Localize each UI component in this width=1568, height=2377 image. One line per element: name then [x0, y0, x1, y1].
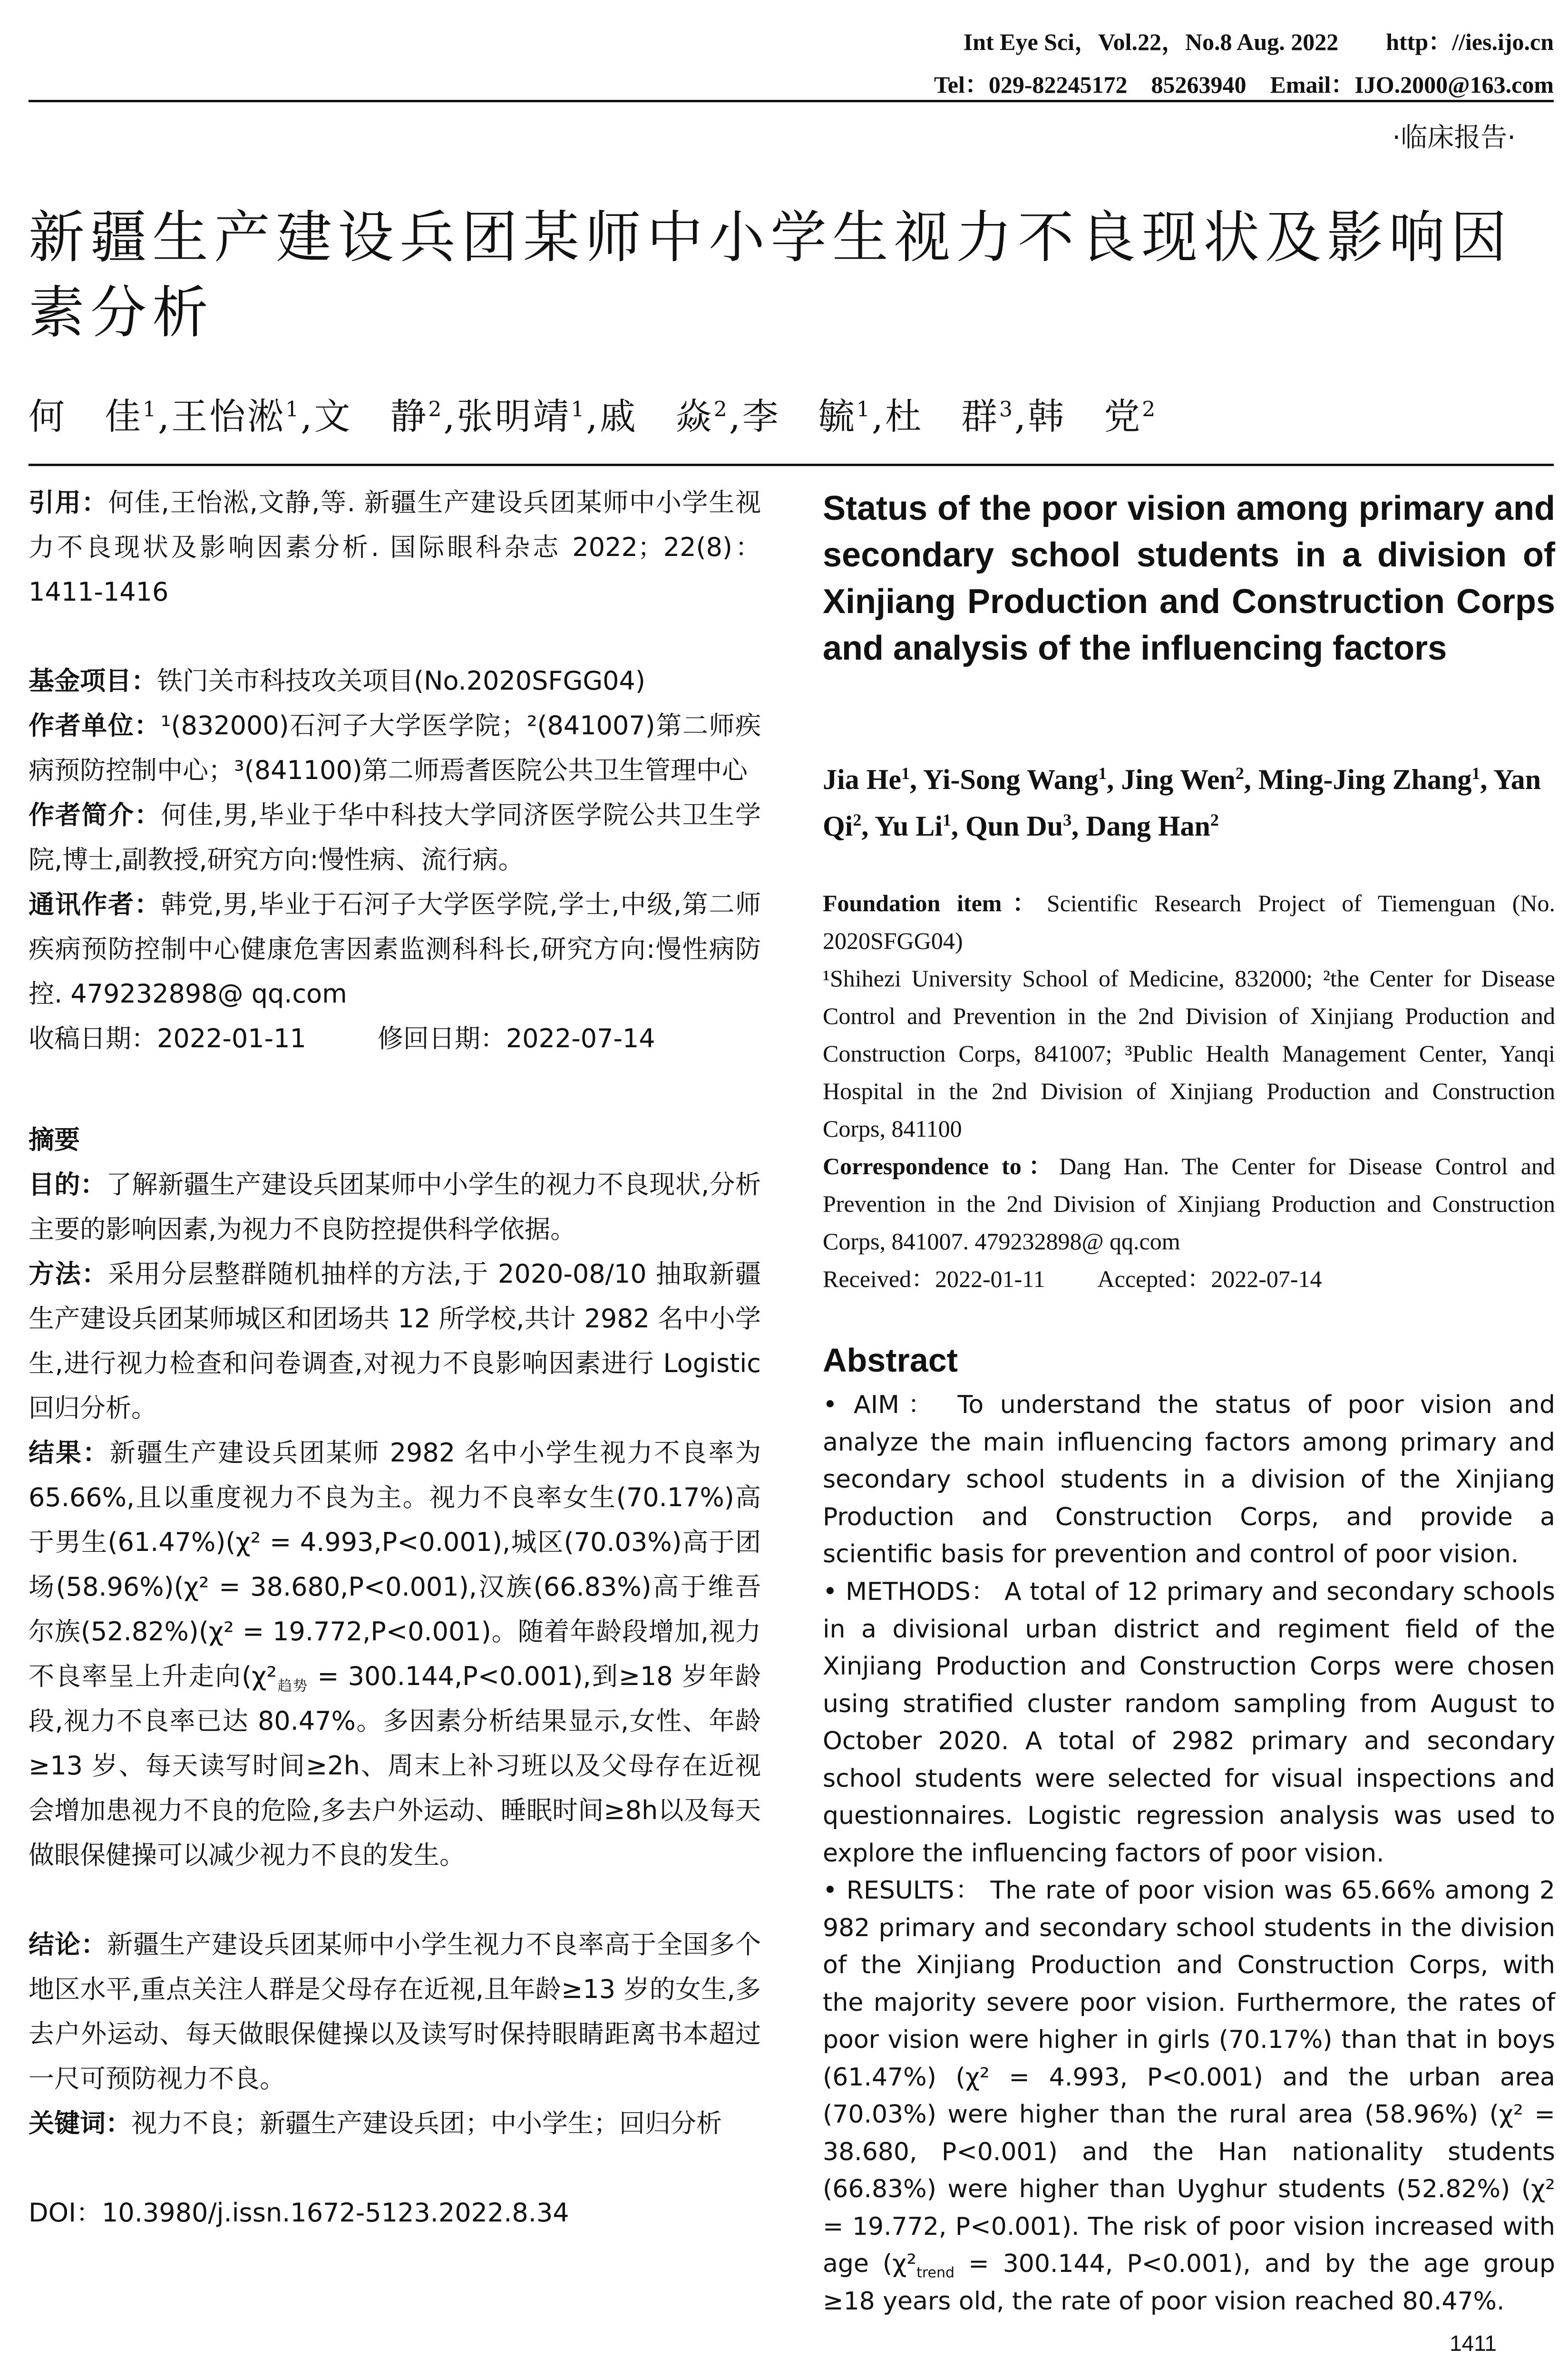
aim-text-cn: 了解新疆生产建设兵团某师中小学生的视力不良现状,分析主要的影响因素,为视力不良防控提供科学依据。 — [29, 1169, 761, 1244]
author-entry — [1086, 810, 1219, 842]
dates-block-cn — [29, 1016, 761, 1061]
fund-text: 铁门关市科技攻关项目(No.2020SFGG04) — [157, 666, 645, 696]
author-affiliation-marker: 2 — [713, 397, 729, 422]
author-entry: Jing Wen$^2$, — [1121, 764, 1258, 795]
dates-block-en — [823, 1260, 1555, 1298]
author-entry: Yi-Song Wang$^1$, — [923, 764, 1121, 795]
received-date-cn: 收稿日期：2022-01-11 — [29, 1023, 306, 1053]
author-affiliation-marker: 1 — [1471, 764, 1480, 783]
unit-label: 作者单位： — [29, 711, 161, 740]
abstract-heading-cn: 摘要 — [29, 1125, 80, 1155]
author-name: Jing Wen — [1121, 764, 1236, 795]
author-affiliation-marker: 2 — [1142, 397, 1158, 422]
author-entry: 何 佳$^1$, — [29, 395, 172, 438]
unit-text: ¹(832000)石河子大学医学院；²(841007)第二师疾病预防控制中心；³(841100)第二师焉耆医院公共卫生管理中心 — [29, 711, 761, 785]
author-name: 李 毓 — [742, 395, 857, 438]
correspondence-block-en — [823, 1148, 1555, 1260]
author-name: Ming-Jing Zhang — [1258, 764, 1472, 795]
results-block-en — [823, 1872, 1555, 2320]
author-affiliation-marker: 2 — [853, 810, 862, 829]
aim-label-cn: 目的： — [29, 1169, 107, 1199]
methods-block-en — [823, 1573, 1555, 1872]
author-name: 何 佳 — [29, 395, 143, 438]
keywords-text-cn: 视力不良；新疆生产建设兵团；中小学生；回归分析 — [131, 2108, 722, 2138]
fund-block — [29, 659, 761, 703]
results-text-en-a: The rate of poor vision was 65.66% among 2 982 primary and secondary school students in the division of the Xinjiang Production and Construction Corps, with the majority severe poor vision. Furthermore, the rates of poor vision were higher in girls (70.17%) than that in boys (61.47%) (χ² = 4.993, P<0.001) and the urban area (70.03%) were higher than the rural area (58.96%) (χ² = 38.680, P<0.001) and the Han nationality students (66.83%) were higher than Uyghur students (52.82%) (χ² = 19.772, P<0.001). The risk of poor vision increased with age (χ² — [823, 1876, 1556, 2278]
received-date-en: Received：2022-01-11 — [823, 1266, 1045, 1292]
author-name: Yu Li — [875, 810, 943, 842]
author-affiliation-marker: 2 — [1235, 764, 1244, 783]
author-entry: 戚 焱$^2$, — [599, 395, 742, 438]
correspondence-block-cn — [29, 882, 761, 1016]
page-number: 1411 — [1450, 2331, 1497, 2356]
foundation-block-en — [823, 885, 1555, 960]
english-title: Status of the poor vision among primary and secondary school students in a division of Xinjiang Production and Construction Corps and analysis of the influencing factors — [823, 489, 1555, 667]
results-text-cn-a: 新疆生产建设兵团某师 2982 名中小学生视力不良率为 65.66%,且以重度视力不良为主。视力不良率女生(70.17%)高于男生(61.47%)(χ² = 4.993,P<0.001),城区(70.03%)高于团场(58.96%)(χ² = 38.680,P<0.001),汉族(66.83%)高于维吾尔族(52.82%)(χ² = 19.772,P<0.001)。随着年龄段增加,视力不良率呈上升走向(χ² — [29, 1438, 761, 1691]
author-affiliation-marker: 2 — [428, 397, 444, 422]
fund-label: 基金项目： — [29, 666, 157, 696]
results-label-en: • RESULTS： — [823, 1876, 982, 1905]
author-entry: 文 静$^2$, — [314, 395, 457, 438]
keywords-block-cn — [29, 2101, 761, 2146]
keywords-label-cn: 关键词： — [29, 2108, 131, 2138]
author-name: Dang Han — [1086, 810, 1210, 842]
author-entry: 杜 群$^3$, — [885, 395, 1028, 438]
bio-text: 何佳,男,毕业于华中科技大学同济医学院公共卫生学院,博士,副教授,研究方向:慢性病、流行病。 — [29, 800, 761, 875]
author-affiliation-marker: 3 — [999, 397, 1015, 422]
author-entry: Yu Li$^1$, — [875, 810, 966, 842]
unit-block — [29, 703, 761, 793]
english-author-list — [823, 756, 1555, 849]
header-rule — [29, 100, 1554, 102]
conclusion-block-cn — [29, 1922, 761, 2101]
correspondence-label-en: Correspondence to： — [823, 1153, 1060, 1179]
results-text-cn-b: = 300.144,P<0.001),到≥18 岁年龄段,视力不良率已达 80.47%。多因素分析结果显示,女性、年龄≥13 岁、每天读写时间≥2h、周末上补习班以及父母存在近视会增加患视力不良的危险,多去户外运动、睡眠时间≥8h以及每天做眼保健操可以减少视力不良的发生。 — [29, 1661, 761, 1870]
citation-label: 引用： — [29, 487, 108, 517]
section-label: ·临床报告· — [1392, 122, 1516, 153]
author-affiliation-marker: 1 — [143, 397, 158, 422]
conclusion-text-cn: 新疆生产建设兵团某师中小学生视力不良率高于全国多个地区水平,重点关注人群是父母存在近视,且年龄≥13 岁的女生,多去户外运动、每天做眼保健操以及读写时保持眼睛距离书本超过一尺可预防视力不良。 — [29, 1929, 761, 2094]
methods-label-en: • METHODS： — [823, 1578, 996, 1606]
correspondence-text-cn: 韩党,男,毕业于石河子大学医学院,学士,中级,第二师疾病预防控制中心健康危害因素监测科科长,研究方向:慢性病防控. 479232898@ qq.com — [29, 889, 761, 1009]
citation-block — [29, 480, 761, 614]
bio-block — [29, 793, 761, 882]
conclusion-label-cn: 结论： — [29, 1929, 107, 1959]
aim-block-cn — [29, 1162, 761, 1252]
citation-text: 何佳,王怡淞,文静,等. 新疆生产建设兵团某师中小学生视力不良现状及影响因素分析. 国际眼科杂志 2022；22(8)：1411-1416 — [29, 487, 761, 607]
journal-contact-line: Tel：029-82245172 85263940 Email：IJO.2000@163.com — [934, 71, 1554, 98]
author-affiliation-marker: 2 — [1210, 810, 1219, 829]
abstract-heading-en: Abstract — [823, 1342, 958, 1379]
author-name: 文 静 — [314, 395, 429, 438]
author-name: 杜 群 — [885, 395, 1000, 438]
author-rule — [29, 464, 1554, 466]
aim-label-en: • AIM： — [823, 1391, 941, 1419]
author-affiliation-marker: 1 — [943, 810, 952, 829]
bio-label: 作者简介： — [29, 800, 161, 830]
methods-text-en: A total of 12 primary and secondary schools in a divisional urban district and regiment field of the Xinjiang Production and Construction Corps were chosen using stratified cluster random sampling from August to October 2020. A total of 2982 primary and secondary school students were selected for visual inspections and questionnaires. Logistic regression analysis was used to explore the influencing factors of poor vision. — [823, 1578, 1555, 1868]
methods-block-cn — [29, 1252, 761, 1431]
author-entry: Ming-Jing Zhang$^1$, — [1258, 764, 1494, 795]
correspondence-label-cn: 通讯作者： — [29, 889, 161, 919]
chinese-title: 新疆生产建设兵团某师中小学生视力不良现状及影响因素分析 — [29, 205, 1513, 345]
aim-block-en — [823, 1386, 1555, 1573]
revised-date-cn: 修回日期：2022-07-14 — [377, 1023, 655, 1053]
author-name: 王怡淞 — [171, 395, 286, 438]
author-entry — [1028, 395, 1157, 438]
author-entry: Yan Qi$^2$, — [823, 764, 1541, 842]
methods-label-cn: 方法： — [29, 1259, 108, 1289]
author-entry: 王怡淞$^1$, — [171, 395, 314, 438]
author-entry: Qun Du$^3$, — [965, 810, 1086, 842]
aim-text-en: To understand the status of poor vision and analyze the main influencing factors among primary and secondary school students in a division of the Xinjiang Production and Construction Corps, and provide a scientific basis for prevention and control of poor vision. — [823, 1391, 1556, 1568]
results-block-cn — [29, 1431, 761, 1878]
author-affiliation-marker: 1 — [285, 397, 301, 422]
author-name: 张明靖 — [457, 395, 571, 438]
results-label-cn: 结果： — [29, 1438, 110, 1468]
results-subscript-cn: 趋势 — [277, 1677, 309, 1695]
author-affiliation-marker: 1 — [571, 397, 586, 422]
author-name: Jia He — [823, 764, 901, 795]
results-subscript-en: trend — [916, 2264, 955, 2281]
correspondence-text-en: Dang Han. The Center for Disease Control and Prevention in the 2nd Division of Xinjiang Production and Construction Corps, 841007. 479232898@ qq.com — [823, 1153, 1555, 1255]
affiliations-en: ¹Shihezi University School of Medicine, 832000; ²the Center for Disease Control and Prevention in the 2nd Division of Xinjiang Production and Construction Corps, 841007; ³Public Health Management Center, Yanqi Hospital in the 2nd Division of Xinjiang Production and Construction Corps, 841100 — [823, 965, 1555, 1142]
author-name: Yan Qi — [823, 764, 1541, 842]
foundation-label-en: Foundation item： — [823, 890, 1047, 916]
author-name: 戚 焱 — [599, 395, 714, 438]
author-name: Qun Du — [965, 810, 1063, 842]
author-entry: 李 毓$^1$, — [742, 395, 886, 438]
author-affiliation-marker: 3 — [1063, 810, 1072, 829]
author-affiliation-marker: 1 — [901, 764, 910, 783]
methods-text-cn: 采用分层整群随机抽样的方法,于 2020-08/10 抽取新疆生产建设兵团某师城区和团场共 12 所学校,共计 2982 名中小学生,进行视力检查和问卷调查,对视力不良影响因素进行 Logistic 回归分析。 — [29, 1259, 761, 1423]
results-text-en-b: = 300.144, P<0.001), and by the age group ≥18 years old, the rate of poor vision reached 80.47%. — [823, 2250, 1555, 2316]
accepted-date-en: Accepted：2022-07-14 — [1097, 1266, 1322, 1292]
author-entry: 张明靖$^1$, — [457, 395, 600, 438]
author-affiliation-marker: 1 — [856, 397, 872, 422]
author-name: Yi-Song Wang — [923, 764, 1099, 795]
foundation-text-en: Scientific Research Project of Tiemenguan (No. 2020SFGG04) — [823, 890, 1556, 954]
journal-info-line: Int Eye Sci，Vol.22，No.8 Aug. 2022 http：//ies.ijo.cn — [963, 29, 1554, 55]
author-affiliation-marker: 1 — [1098, 764, 1107, 783]
author-name: 韩 党 — [1028, 395, 1142, 438]
author-entry: Jia He$^1$, — [823, 764, 923, 795]
chinese-author-list — [29, 388, 1157, 439]
doi: DOI：10.3980/j.issn.1672-5123.2022.8.34 — [29, 2198, 569, 2228]
